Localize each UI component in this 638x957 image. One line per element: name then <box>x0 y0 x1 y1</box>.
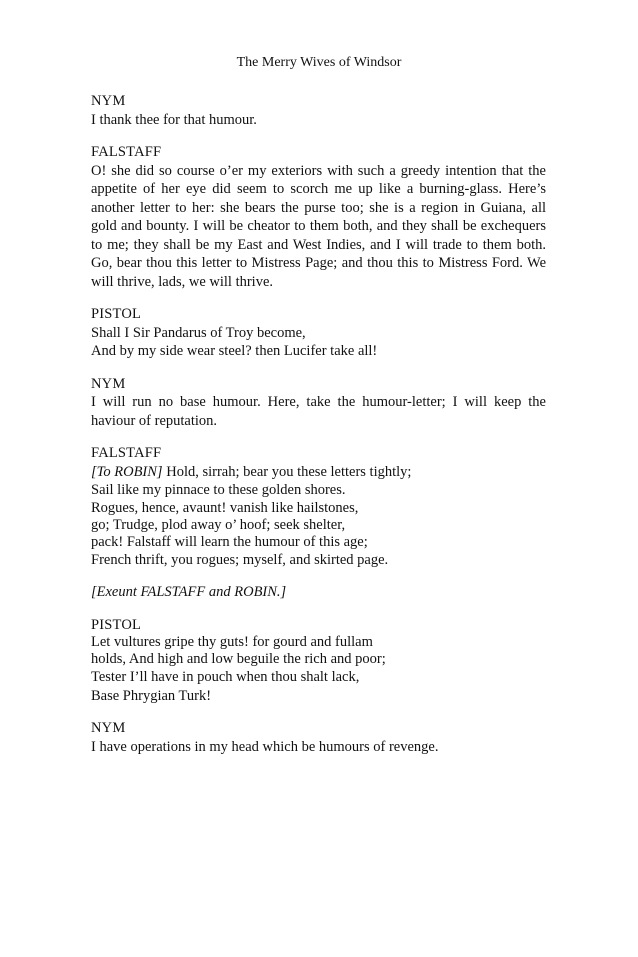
verse-line: Rogues, hence, avaunt! vanish like hailstones, <box>91 499 359 516</box>
verse-line: And by my side wear steel? then Lucifer take all! <box>91 343 378 359</box>
verse-line-text: Hold, sirrah; bear you these letters tightly; <box>162 463 412 480</box>
speaker-name: PISTOL <box>91 306 142 322</box>
speech-pistol-2 <box>91 616 546 706</box>
verse-line: Let vultures gripe thy guts! for gourd and fullam <box>91 634 373 650</box>
speech-text: I will run no base humour. Here, take the humour-letter; I will keep the haviour of reputation. <box>91 394 546 429</box>
speaker-name: FALSTAFF <box>91 445 162 461</box>
page-header-title: The Merry Wives of Windsor <box>236 55 402 70</box>
verse-line <box>91 463 546 482</box>
speech-falstaff-2 <box>91 444 546 569</box>
speech-text: I thank thee for that humour. <box>91 111 257 128</box>
speaker-name: NYM <box>91 375 126 392</box>
speech-nym-3 <box>91 719 546 756</box>
verse-line: holds, And high and low beguile the rich and poor; <box>91 651 386 667</box>
verse-line: Shall I Sir Pandarus of Troy become, <box>91 324 306 341</box>
speaker-name: FALSTAFF <box>91 144 162 160</box>
speech-text: I have operations in my head which be humours of revenge. <box>91 738 439 755</box>
verse-line: French thrift, you rogues; myself, and skirted page. <box>91 551 389 568</box>
speaker-name: NYM <box>91 93 126 109</box>
verse-line: Sail like my pinnace to these golden shores. <box>91 482 346 498</box>
verse-line: pack! Falstaff will learn the humour of this age; <box>91 533 368 550</box>
verse-line: Base Phrygian Turk! <box>91 687 212 704</box>
speech-pistol-1 <box>91 305 546 361</box>
speaker-name: NYM <box>91 720 126 736</box>
verse-line: Tester I’ll have in pouch when thou shalt lack, <box>91 669 360 685</box>
speech-falstaff-1 <box>91 143 546 291</box>
stage-direction: [Exeunt FALSTAFF and ROBIN.] <box>91 584 287 600</box>
speech-text: O! she did so course o’er my exteriors with such a greedy intention that the appetite of her eye did seem to scorch me up like a burning-glass. Here’s another letter to her: she bears the purse too; she is a region in Guiana, all gold and bounty. I will be cheator to them both, and they shall be exchequers to me; they shall be my East and West Indies, and I will trade to them both. Go, bear thou this letter to Mistress Page; and thou this to Mistress Ford. We will thrive, lads, we will thrive. <box>91 162 546 290</box>
verse-line: go; Trudge, plod away o’ hoof; seek shelter, <box>91 516 346 533</box>
speaker-name: PISTOL <box>91 616 142 633</box>
stage-direction-inline: [To ROBIN] <box>91 463 163 480</box>
speech-nym-2 <box>91 375 546 431</box>
speech-nym-1 <box>91 92 546 129</box>
play-text <box>91 92 546 770</box>
